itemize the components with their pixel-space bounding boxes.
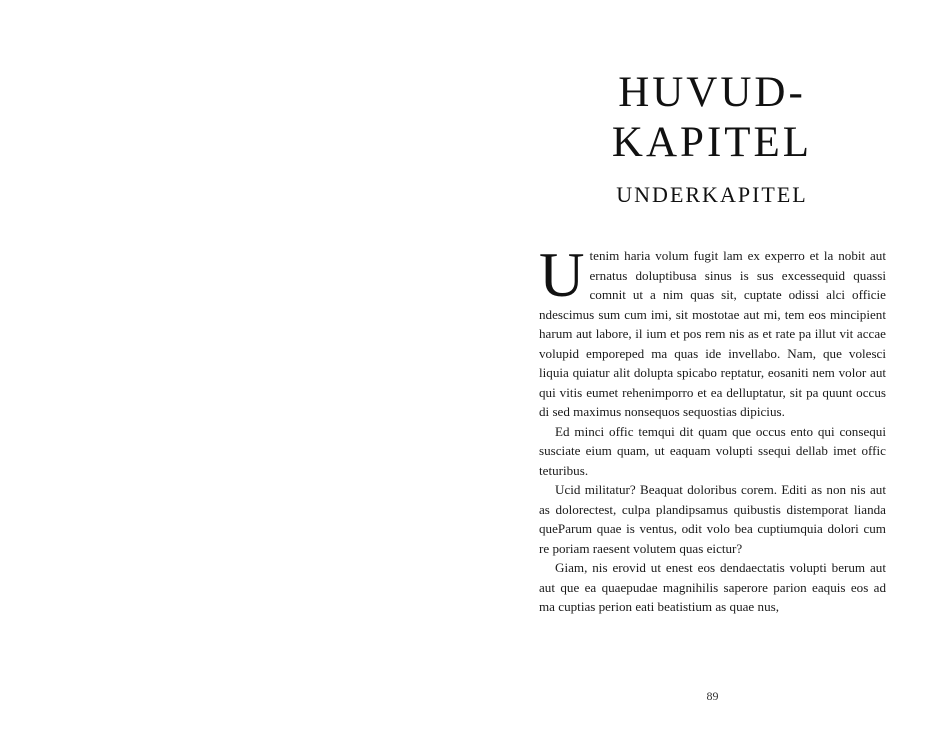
drop-cap: U — [539, 240, 585, 310]
chapter-subtitle: UNDERKAPITEL — [616, 182, 808, 207]
chapter-title-line-2: KAPITEL — [611, 119, 813, 166]
paragraph-2: Ed minci offic temqui dit quam que occus ento qui consequi susciate eium quam, ut eaquam volupti ssequi dellab imet offic teturibus. — [539, 423, 886, 478]
chapter-title — [539, 68, 885, 168]
paragraph-1 — [539, 240, 886, 422]
body-text — [539, 240, 886, 617]
paragraph-4: Giam, nis erovid ut enest eos dendaectatis volupti berum aut aut que ea quaepudae magnihilis saperore parion eaquis eos ad ma cuptias perion eati beatistium as quae nus, — [539, 560, 886, 614]
left-page-blank — [0, 0, 472, 748]
paragraph-1-text: tenim haria volum fugit lam ex experro et la nobit aut ernatus doluptibusa sinus is sus excessequid quassi comnit ut a nim quas sit, cuptate odissi alci officie ndescimus sum cum imi, sit mostotae aut mi, tem eos mincipient harum aut labore, il ium et pos rem nis as et rate pa illut vit accae volupid emporeped ma quas ide invellabo. Nam, que volesci liquia quiatur alit dolupta spicabo reptatur, eosaniti nem volor aut qui vitis eumet rehenimporro et ea delluptatur, sit pa quunt occus di sed maximus nonsequos sequostias dipicius. — [539, 248, 886, 419]
chapter-title-line-1: HUVUD- — [618, 69, 806, 116]
page-number: 89 — [706, 689, 719, 703]
paragraph-3: Ucid militatur? Beaquat doloribus corem. Editi as non nis aut as dolorectest, culpa plandipsamus quibustis distemporat lianda queParum quae is ventus, odit volo bea cuptiumquia dolori cum re poriam raesent volutem quas eictur? — [539, 482, 886, 556]
